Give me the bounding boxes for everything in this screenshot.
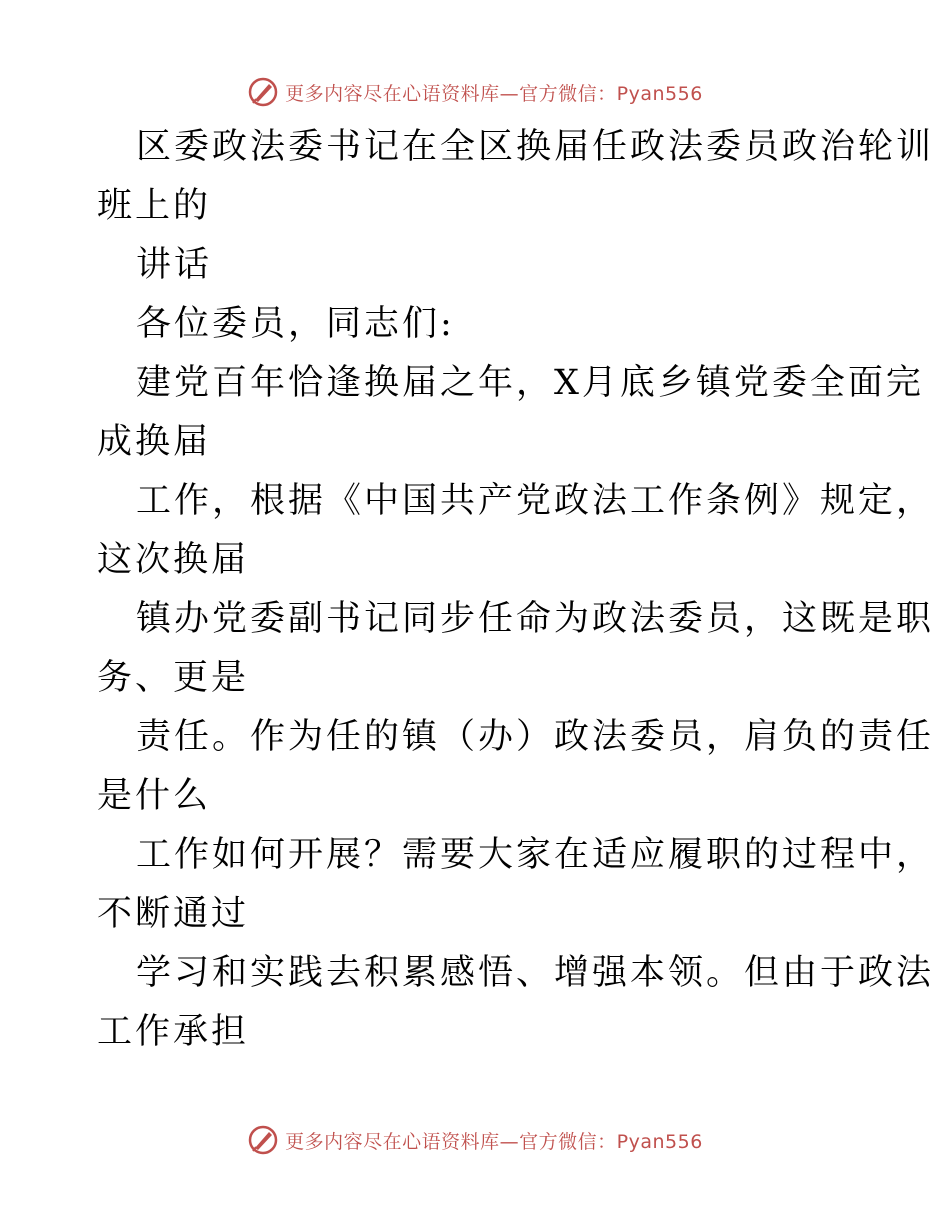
header-watermark [0,72,950,112]
text-line: 建党百年恰逢换届之年，X月底乡镇党委全面完 [136,363,924,403]
watermark-text: 更多内容尽在心语资料库—官方微信：Pyan556 [285,82,703,105]
text-line: 工作，根据《中国共产党政法工作条例》规定， [136,481,935,521]
text-line: 工作承担 [97,1012,250,1052]
text-line: 这次换届 [97,540,250,580]
quill-pen-logo-icon [247,1124,279,1156]
text-line: 务、更是 [97,658,250,698]
quill-pen-logo-icon [247,76,279,108]
text-line: 是什么 [97,776,212,816]
text-line: 区委政法委书记在全区换届任政法委员政治轮训 [136,127,935,167]
text-line: 学习和实践去积累感悟、增强本领。但由于政法 [136,953,935,993]
footer-watermark [0,1120,950,1160]
watermark-text: 更多内容尽在心语资料库—官方微信：Pyan556 [285,1130,703,1153]
document-body [97,118,935,1062]
text-line: 各位委员，同志们: [136,304,455,344]
text-line: 成换届 [97,422,212,462]
text-line: 镇办党委副书记同步任命为政法委员，这既是职 [136,599,935,639]
text-line: 讲话 [136,245,213,285]
text-line: 责任。作为任的镇（办）政法委员，肩负的责任 [136,717,935,757]
text-line: 工作如何开展？需要大家在适应履职的过程中， [136,835,935,875]
text-line: 班上的 [97,186,212,226]
text-line: 不断通过 [97,894,250,934]
